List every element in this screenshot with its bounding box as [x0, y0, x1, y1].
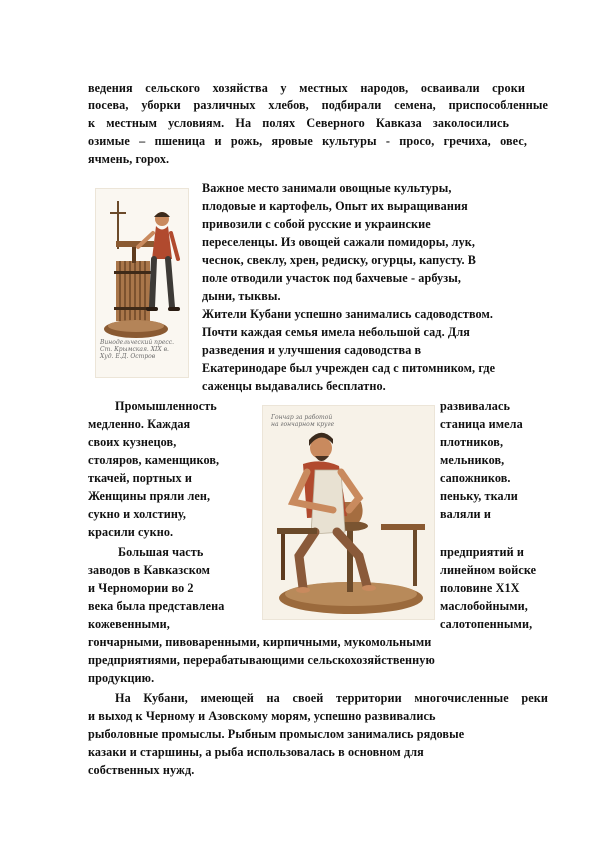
potter-illustration: [262, 405, 435, 620]
text-line: медленно. Каждая: [88, 417, 191, 431]
text-line: мельников,: [440, 453, 505, 467]
potter-drawing: [263, 406, 434, 619]
text-line: ведения сельского хозяйства у местных народов, осваивали сроки: [88, 81, 525, 95]
potter-caption: [271, 414, 334, 428]
text-line: ячмень, горох.: [88, 152, 170, 166]
text-line: собственных нужд.: [88, 763, 195, 777]
text-line: озимые – пшеница и рожь, яровые культуры - просо, гречиха, овес,: [88, 134, 527, 148]
text-line: своих кузнецов,: [88, 435, 177, 449]
text-line: развивалась: [440, 399, 511, 413]
caption-line: на гончарном круге: [271, 421, 335, 428]
text-line: Екатеринодаре был учрежден сад с питомником, где: [202, 361, 496, 375]
text-line: валяли и: [440, 507, 491, 521]
text-line: ткачей, портных и: [88, 471, 192, 485]
text-line: продукцию.: [88, 671, 155, 685]
text-line: пеньку, ткали: [440, 489, 518, 503]
text-line: Промышленность: [115, 399, 217, 413]
caption-line: Худ. Е.Д. Остров: [100, 353, 156, 360]
text-line: Важное место занимали овощные культуры,: [202, 181, 452, 195]
text-line: станица имела: [440, 417, 523, 431]
caption-line: Гончар за работой: [271, 414, 333, 421]
text-line: заводов в Кавказском: [88, 563, 211, 577]
text-line: Почти каждая семья имела небольшой сад. Для: [202, 325, 470, 339]
text-line: поле отводили участок под бахчевые - арбузы,: [202, 271, 462, 285]
text-line: к местным условиям. На полях Северного Кавказа заколосились: [88, 116, 509, 130]
text-line: гончарными, пивоваренными, кирпичными, мукомольными: [88, 635, 432, 649]
text-line: казаки и старшины, а рыба использовалась в основном для: [88, 745, 424, 759]
text-line: кожевенными,: [88, 617, 170, 631]
text-line: сапожников.: [440, 471, 511, 485]
text-line: маслобойными,: [440, 599, 528, 613]
text-line: линейном войске: [440, 563, 537, 577]
text-line: красили сукно.: [88, 525, 174, 539]
caption-line: Винодельческий пресс.: [100, 339, 175, 346]
text-line: Жители Кубани успешно занимались садоводством.: [202, 307, 494, 321]
text-line: предприятий и: [440, 545, 525, 559]
text-line: и выход к Черному и Азовскому морям, успешно развивались: [88, 709, 436, 723]
text-line: Женщины пряли лен,: [88, 489, 211, 503]
text-line: посева, уборки различных хлебов, подбирали семена, приспособленные: [88, 98, 548, 112]
text-line: сукно и холстину,: [88, 507, 187, 521]
caption-line: Ст. Крымская. XIX в.: [100, 346, 169, 353]
text-line: века была представлена: [88, 599, 225, 613]
text-line: столяров, каменщиков,: [88, 453, 220, 467]
press-caption: [100, 339, 174, 360]
text-line: половине Х1Х: [440, 581, 520, 595]
text-line: привозили с собой русские и украинские: [202, 217, 431, 231]
text-line: переселенцы. Из овощей сажали помидоры, лук,: [202, 235, 476, 249]
text-line: салотопенными,: [440, 617, 533, 631]
text-line: саженцы выдавались бесплатно.: [202, 379, 386, 393]
text-line: плотников,: [440, 435, 504, 449]
text-line: Большая часть: [118, 545, 204, 559]
text-line: плодовые и картофель, Опыт их выращивания: [202, 199, 468, 213]
wine-press-illustration: [95, 188, 189, 378]
text-line: дыни, тыквы.: [202, 289, 281, 303]
text-line: и Черномории во 2: [88, 581, 194, 595]
text-line: На Кубани, имеющей на своей территории многочисленные реки: [115, 691, 548, 705]
text-line: чеснок, свеклу, хрен, редиску, огурцы, капусту. В: [202, 253, 477, 267]
text-line: разведения и улучшения садоводства в: [202, 343, 422, 357]
text-line: рыболовные промыслы. Рыбным промыслом занимались рядовые: [88, 727, 465, 741]
text-line: предприятиями, перерабатывающими сельскохозяйственную: [88, 653, 435, 667]
